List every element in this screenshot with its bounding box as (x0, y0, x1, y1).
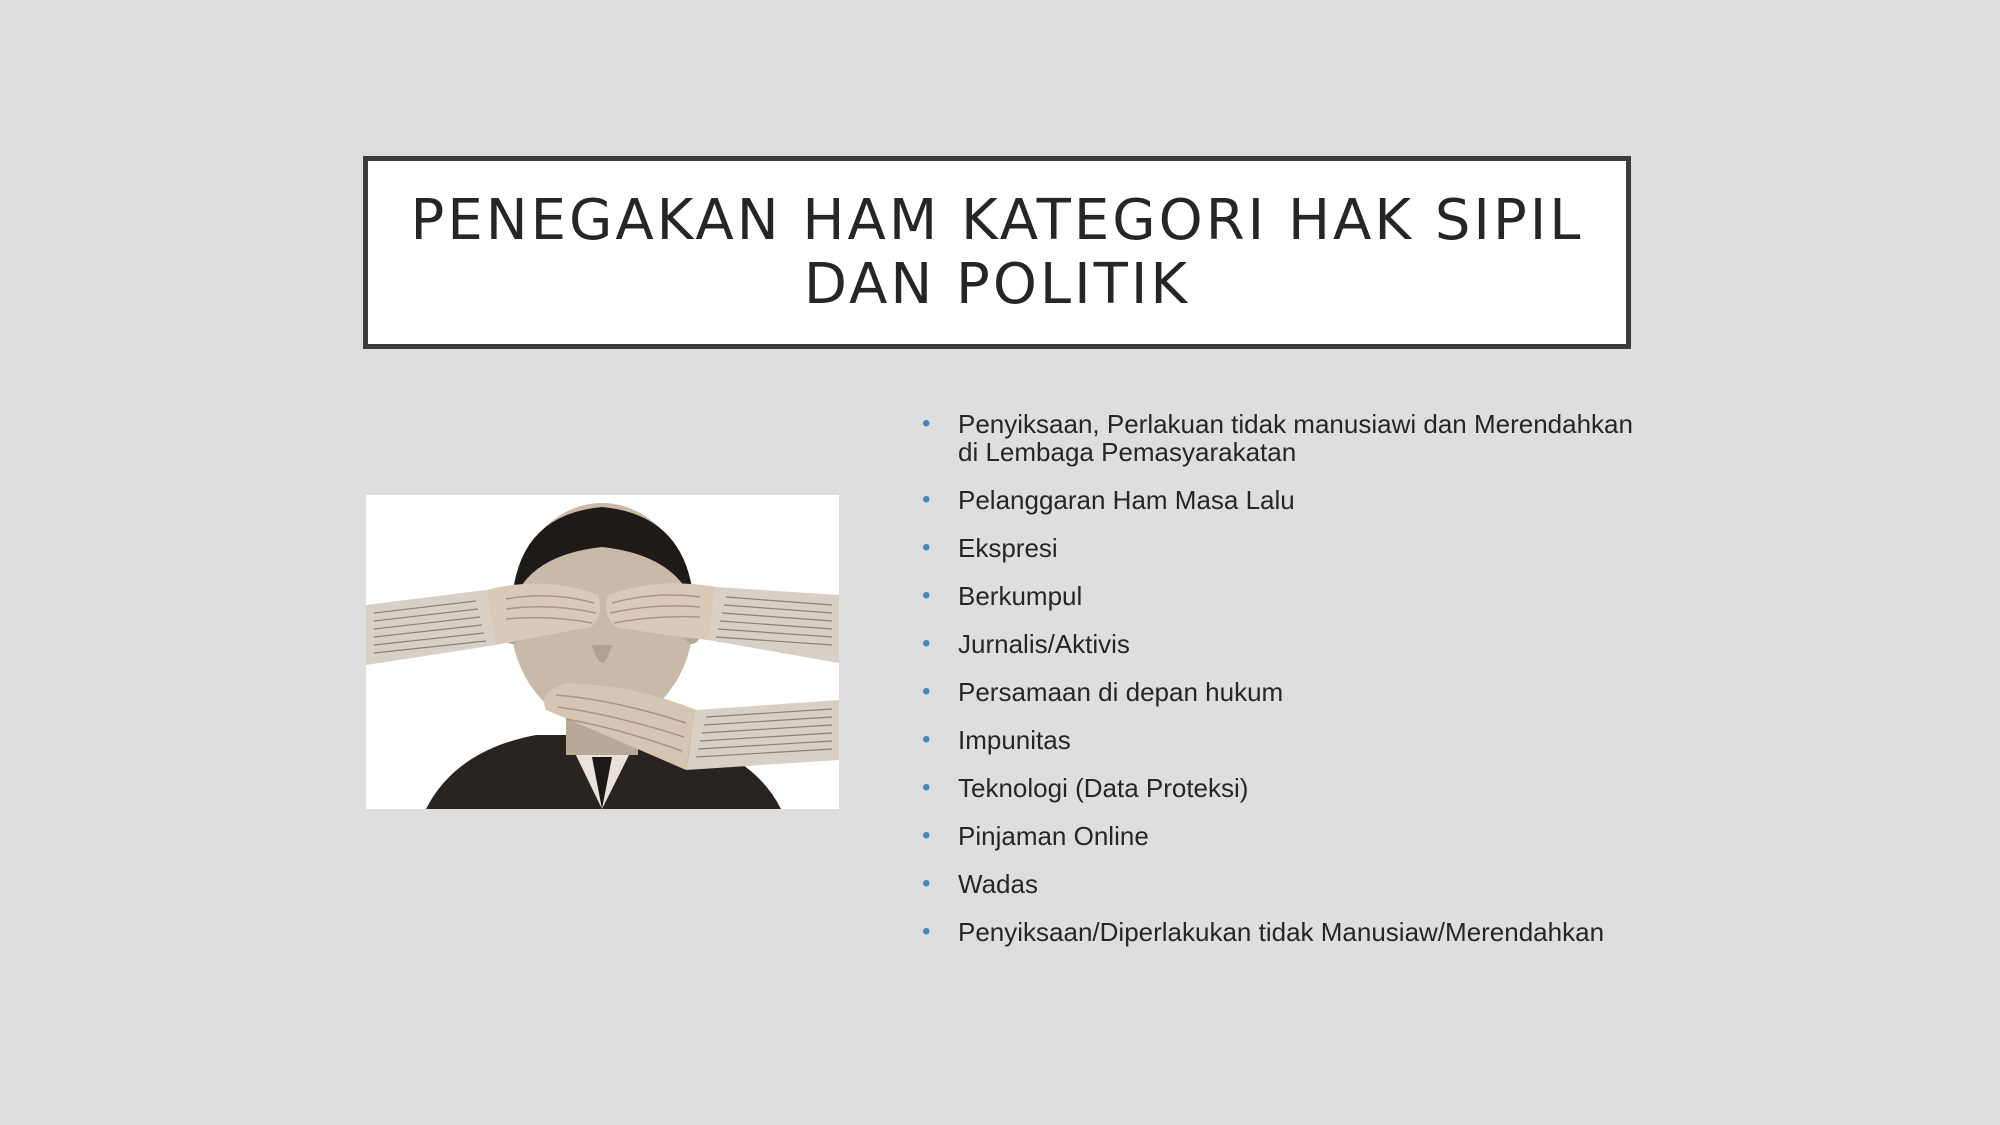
bullet-dot: • (922, 410, 931, 437)
list-item (920, 630, 1640, 658)
list-item (920, 582, 1640, 610)
slide-title: PENEGAKAN HAM KATEGORI HAK SIPIL DAN POLITIK (410, 187, 1584, 317)
bullet-dot: • (922, 822, 931, 849)
bullet-dot: • (922, 486, 931, 513)
list-item-text: Persamaan di depan hukum (958, 677, 1284, 707)
list-item (920, 410, 1640, 466)
photo-man-covered-eyes-mouth (366, 495, 839, 809)
list-item (920, 726, 1640, 754)
bullet-dot: • (922, 870, 931, 897)
list-item (920, 774, 1640, 802)
list-item-text: Pelanggaran Ham Masa Lalu (958, 485, 1295, 515)
list-item-text: Jurnalis/Aktivis (958, 629, 1130, 659)
list-item (920, 678, 1640, 706)
list-item-text: Impunitas (958, 725, 1071, 755)
list-item (920, 486, 1640, 514)
slide-title-box (363, 156, 1631, 349)
list-item-text: Teknologi (Data Proteksi) (958, 773, 1249, 803)
list-item-text: Wadas (958, 869, 1038, 899)
list-item (920, 870, 1640, 898)
list-item-text: Ekspresi (958, 533, 1058, 563)
bullet-dot: • (922, 678, 931, 705)
bullet-dot: • (922, 582, 931, 609)
list-item (920, 822, 1640, 850)
bullet-list (920, 410, 1640, 966)
list-item (920, 534, 1640, 562)
bullet-dot: • (922, 918, 931, 945)
list-item-text: Penyiksaan, Perlakuan tidak manusiawi dan Merendahkan di Lembaga Pemasyarakatan (958, 409, 1633, 467)
list-item-text: Berkumpul (958, 581, 1083, 611)
list-item-text: Pinjaman Online (958, 821, 1149, 851)
bullet-dot: • (922, 726, 931, 753)
list-item (920, 918, 1640, 946)
bullet-dot: • (922, 774, 931, 801)
bullet-dot: • (922, 534, 931, 561)
man-hands-illustration (366, 495, 839, 809)
list-item-text: Penyiksaan/Diperlakukan tidak Manusiaw/Merendahkan (958, 917, 1605, 947)
bullet-dot: • (922, 630, 931, 657)
